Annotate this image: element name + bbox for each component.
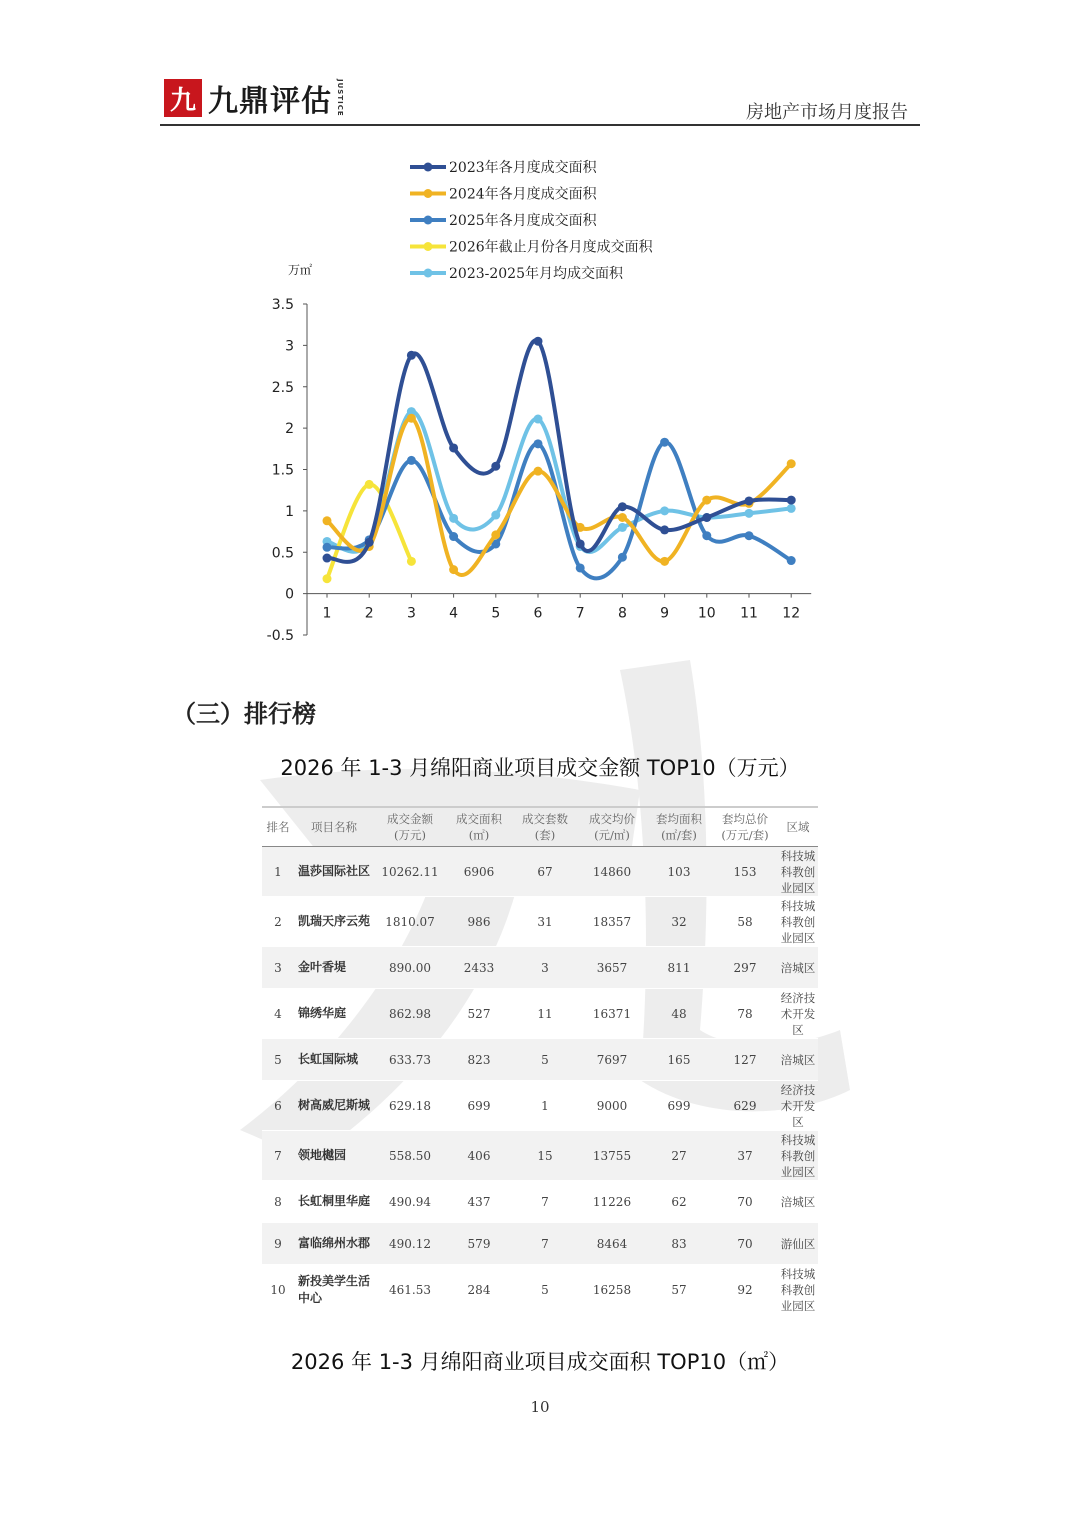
cell-area: 2433 bbox=[446, 947, 512, 989]
data-point bbox=[745, 531, 754, 540]
cell-units: 5 bbox=[512, 1039, 578, 1081]
cell-amount: 558.50 bbox=[374, 1131, 446, 1181]
cell-name: 领地樾园 bbox=[294, 1131, 374, 1181]
cell-avg-area: 699 bbox=[646, 1081, 712, 1131]
x-tick-label: 8 bbox=[617, 605, 627, 622]
data-point bbox=[618, 502, 627, 511]
x-tick-label: 1 bbox=[322, 605, 332, 622]
cell-price: 7697 bbox=[578, 1039, 646, 1081]
y-tick-label: 2.5 bbox=[271, 379, 294, 396]
table2-title: 2026 年 1-3 月绵阳商业项目成交面积 TOP10（㎡） bbox=[290, 1350, 790, 1374]
data-point bbox=[323, 554, 332, 563]
cell-avg-total: 127 bbox=[712, 1039, 778, 1081]
table-row bbox=[262, 1223, 818, 1265]
header-district: 区域 bbox=[778, 807, 818, 847]
data-point bbox=[576, 539, 585, 548]
header-avg-area bbox=[646, 807, 712, 847]
table-row bbox=[262, 947, 818, 989]
table-row bbox=[262, 847, 818, 897]
section-title: （三）排行榜 bbox=[172, 700, 316, 728]
data-point bbox=[660, 438, 669, 447]
cell-district: 涪城区 bbox=[778, 947, 818, 989]
cell-price: 3657 bbox=[578, 947, 646, 989]
data-point bbox=[407, 456, 416, 465]
header-price-unit: (元/㎡) bbox=[594, 828, 630, 842]
company-logo bbox=[164, 76, 344, 120]
cell-price: 13755 bbox=[578, 1131, 646, 1181]
data-point bbox=[534, 337, 543, 346]
legend-label-1: 2024年各月度成交面积 bbox=[449, 186, 597, 203]
cell-district: 科技城科教创业园区 bbox=[778, 847, 818, 897]
table1-title: 2026 年 1-3 月绵阳商业项目成交金额 TOP10（万元） bbox=[280, 756, 800, 780]
cell-avg-total: 629 bbox=[712, 1081, 778, 1131]
table-header-row bbox=[262, 807, 818, 847]
cell-name: 富临绵州水郡 bbox=[294, 1223, 374, 1265]
cell-avg-area: 83 bbox=[646, 1223, 712, 1265]
cell-avg-area: 811 bbox=[646, 947, 712, 989]
cell-units: 1 bbox=[512, 1081, 578, 1131]
cell-area: 986 bbox=[446, 897, 512, 947]
cell-units: 31 bbox=[512, 897, 578, 947]
cell-area: 527 bbox=[446, 989, 512, 1039]
page-number: 10 bbox=[530, 1398, 550, 1416]
data-point bbox=[618, 523, 627, 532]
data-point bbox=[576, 563, 585, 572]
legend-label-0: 2023年各月度成交面积 bbox=[449, 160, 597, 176]
data-point bbox=[407, 414, 416, 423]
y-tick-label: 0 bbox=[285, 586, 294, 603]
cell-name: 新投美学生活中心 bbox=[294, 1265, 374, 1315]
data-point bbox=[702, 496, 711, 505]
cell-price: 8464 bbox=[578, 1223, 646, 1265]
cell-units: 7 bbox=[512, 1181, 578, 1223]
header-price-label: 成交均价 bbox=[589, 812, 635, 826]
cell-rank: 8 bbox=[262, 1181, 294, 1223]
x-tick-label: 12 bbox=[782, 605, 801, 622]
cell-price: 9000 bbox=[578, 1081, 646, 1131]
cell-avg-total: 78 bbox=[712, 989, 778, 1039]
y-tick-label: 3.5 bbox=[271, 297, 294, 313]
data-point bbox=[323, 543, 332, 552]
data-point bbox=[787, 459, 796, 468]
cell-district: 经济技术开发区 bbox=[778, 1081, 818, 1131]
data-point bbox=[407, 557, 416, 566]
x-tick-label: 11 bbox=[740, 605, 758, 622]
header-amount bbox=[374, 807, 446, 847]
cell-units: 7 bbox=[512, 1223, 578, 1265]
legend-marker-1 bbox=[424, 189, 433, 198]
table-row bbox=[262, 1039, 818, 1081]
header-name: 项目名称 bbox=[294, 807, 374, 847]
cell-amount: 461.53 bbox=[374, 1265, 446, 1315]
y-tick-label: 2 bbox=[285, 421, 294, 438]
header-area-label: 成交面积 bbox=[456, 812, 502, 826]
data-point bbox=[449, 443, 458, 452]
cell-area: 437 bbox=[446, 1181, 512, 1223]
header-avg-total bbox=[712, 807, 778, 847]
legend-label-2: 2025年各月度成交面积 bbox=[449, 213, 597, 229]
logo-mark: 九 bbox=[164, 79, 202, 117]
data-point bbox=[449, 532, 458, 541]
cell-district: 科技城科教创业园区 bbox=[778, 1131, 818, 1181]
cell-avg-total: 153 bbox=[712, 847, 778, 897]
y-tick-label: 0.5 bbox=[271, 545, 294, 562]
table-row bbox=[262, 1265, 818, 1315]
cell-area: 406 bbox=[446, 1131, 512, 1181]
header-divider bbox=[160, 124, 920, 126]
cell-price: 14860 bbox=[578, 847, 646, 897]
y-tick-label: 1 bbox=[285, 503, 294, 520]
y-axis-unit: 万㎡ bbox=[288, 263, 313, 277]
y-tick-label: -0.5 bbox=[266, 628, 294, 644]
cell-amount: 490.12 bbox=[374, 1223, 446, 1265]
cell-price: 11226 bbox=[578, 1181, 646, 1223]
logo-name: 九鼎评估 bbox=[208, 84, 332, 119]
cell-units: 67 bbox=[512, 847, 578, 897]
data-point bbox=[365, 480, 374, 489]
logo-subtitle: JUSTICE bbox=[336, 79, 344, 117]
data-point bbox=[702, 531, 711, 540]
header-avg-area-unit: (㎡/套) bbox=[661, 828, 697, 842]
data-point bbox=[449, 514, 458, 523]
legend-marker-3 bbox=[424, 242, 433, 251]
cell-amount: 633.73 bbox=[374, 1039, 446, 1081]
report-title: 房地产市场月度报告 bbox=[746, 102, 908, 123]
x-tick-label: 9 bbox=[660, 605, 670, 622]
data-point bbox=[745, 496, 754, 505]
cell-district: 涪城区 bbox=[778, 1039, 818, 1081]
x-tick-label: 7 bbox=[575, 605, 585, 622]
x-tick-label: 6 bbox=[533, 605, 543, 622]
cell-amount: 629.18 bbox=[374, 1081, 446, 1131]
series-line-3 bbox=[327, 484, 411, 578]
data-point bbox=[323, 574, 332, 583]
table-row bbox=[262, 1131, 818, 1181]
data-point bbox=[702, 513, 711, 522]
cell-rank: 2 bbox=[262, 897, 294, 947]
data-point bbox=[491, 530, 500, 539]
cell-area: 6906 bbox=[446, 847, 512, 897]
cell-units: 11 bbox=[512, 989, 578, 1039]
header-area bbox=[446, 807, 512, 847]
cell-district: 经济技术开发区 bbox=[778, 989, 818, 1039]
cell-district: 游仙区 bbox=[778, 1223, 818, 1265]
data-point bbox=[407, 351, 416, 360]
cell-units: 5 bbox=[512, 1265, 578, 1315]
data-point bbox=[618, 553, 627, 562]
cell-amount: 490.94 bbox=[374, 1181, 446, 1223]
table-row bbox=[262, 989, 818, 1039]
cell-rank: 7 bbox=[262, 1131, 294, 1181]
cell-district: 科技城科教创业园区 bbox=[778, 897, 818, 947]
header-amount-unit: (万元) bbox=[394, 828, 426, 842]
cell-area: 699 bbox=[446, 1081, 512, 1131]
monthly-area-line-chart bbox=[250, 150, 830, 650]
cell-avg-total: 70 bbox=[712, 1181, 778, 1223]
cell-avg-total: 92 bbox=[712, 1265, 778, 1315]
data-point bbox=[323, 516, 332, 525]
y-tick-label: 3 bbox=[285, 338, 294, 355]
x-tick-label: 2 bbox=[364, 605, 374, 622]
data-point bbox=[449, 565, 458, 574]
cell-price: 18357 bbox=[578, 897, 646, 947]
cell-amount: 10262.11 bbox=[374, 847, 446, 897]
header-avg-total-unit: (万元/套) bbox=[721, 828, 769, 842]
data-point bbox=[618, 513, 627, 522]
cell-name: 长虹国际城 bbox=[294, 1039, 374, 1081]
cell-avg-total: 58 bbox=[712, 897, 778, 947]
x-tick-label: 10 bbox=[697, 605, 716, 622]
cell-rank: 5 bbox=[262, 1039, 294, 1081]
cell-price: 16258 bbox=[578, 1265, 646, 1315]
data-point bbox=[491, 511, 500, 520]
cell-price: 16371 bbox=[578, 989, 646, 1039]
data-point bbox=[660, 506, 669, 515]
data-point bbox=[787, 556, 796, 565]
table-row bbox=[262, 1181, 818, 1223]
cell-avg-total: 37 bbox=[712, 1131, 778, 1181]
cell-avg-total: 70 bbox=[712, 1223, 778, 1265]
header-units bbox=[512, 807, 578, 847]
header-units-unit: (套) bbox=[534, 828, 556, 842]
cell-avg-area: 103 bbox=[646, 847, 712, 897]
legend-marker-2 bbox=[424, 216, 433, 225]
header-amount-label: 成交金额 bbox=[387, 812, 433, 826]
data-point bbox=[534, 415, 543, 424]
data-point bbox=[787, 496, 796, 505]
cell-rank: 6 bbox=[262, 1081, 294, 1131]
header-area-unit: (㎡) bbox=[468, 828, 490, 842]
cell-district: 涪城区 bbox=[778, 1181, 818, 1223]
cell-area: 823 bbox=[446, 1039, 512, 1081]
data-point bbox=[745, 509, 754, 518]
cell-name: 温莎国际社区 bbox=[294, 847, 374, 897]
table-row bbox=[262, 897, 818, 947]
cell-avg-area: 57 bbox=[646, 1265, 712, 1315]
cell-avg-area: 62 bbox=[646, 1181, 712, 1223]
cell-rank: 1 bbox=[262, 847, 294, 897]
cell-avg-total: 297 bbox=[712, 947, 778, 989]
page-header bbox=[160, 70, 920, 126]
cell-amount: 862.98 bbox=[374, 989, 446, 1039]
cell-rank: 10 bbox=[262, 1265, 294, 1315]
legend-label-4: 2023-2025年月均成交面积 bbox=[449, 266, 623, 282]
cell-units: 3 bbox=[512, 947, 578, 989]
data-point bbox=[660, 525, 669, 534]
cell-amount: 1810.07 bbox=[374, 897, 446, 947]
data-point bbox=[491, 462, 500, 471]
header-avg-area-label: 套均面积 bbox=[656, 812, 702, 826]
cell-units: 15 bbox=[512, 1131, 578, 1181]
y-tick-label: 1.5 bbox=[271, 462, 294, 479]
cell-name: 锦绣华庭 bbox=[294, 989, 374, 1039]
header-rank: 排名 bbox=[262, 807, 294, 847]
cell-area: 284 bbox=[446, 1265, 512, 1315]
table-row bbox=[262, 1081, 818, 1131]
x-tick-label: 3 bbox=[406, 605, 416, 622]
header-avg-total-label: 套均总价 bbox=[722, 812, 768, 826]
data-point bbox=[365, 538, 374, 547]
legend-marker-4 bbox=[424, 269, 433, 278]
cell-name: 长虹桐里华庭 bbox=[294, 1181, 374, 1223]
header-price bbox=[578, 807, 646, 847]
cell-area: 579 bbox=[446, 1223, 512, 1265]
data-point bbox=[660, 557, 669, 566]
cell-rank: 9 bbox=[262, 1223, 294, 1265]
header-units-label: 成交套数 bbox=[522, 812, 568, 826]
data-point bbox=[787, 504, 796, 513]
x-tick-label: 5 bbox=[491, 605, 501, 622]
cell-avg-area: 27 bbox=[646, 1131, 712, 1181]
cell-name: 金叶香堤 bbox=[294, 947, 374, 989]
ranking-table bbox=[262, 806, 818, 1315]
cell-amount: 890.00 bbox=[374, 947, 446, 989]
cell-avg-area: 165 bbox=[646, 1039, 712, 1081]
cell-district: 科技城科教创业园区 bbox=[778, 1265, 818, 1315]
cell-rank: 4 bbox=[262, 989, 294, 1039]
legend-label-3: 2026年截止月份各月度成交面积 bbox=[449, 239, 653, 256]
x-tick-label: 4 bbox=[449, 605, 459, 622]
cell-name: 凯瑞天序云苑 bbox=[294, 897, 374, 947]
cell-rank: 3 bbox=[262, 947, 294, 989]
cell-name: 树高威尼斯城 bbox=[294, 1081, 374, 1131]
cell-avg-area: 32 bbox=[646, 897, 712, 947]
data-point bbox=[534, 439, 543, 448]
cell-avg-area: 48 bbox=[646, 989, 712, 1039]
legend-marker-0 bbox=[424, 163, 433, 172]
data-point bbox=[534, 467, 543, 476]
